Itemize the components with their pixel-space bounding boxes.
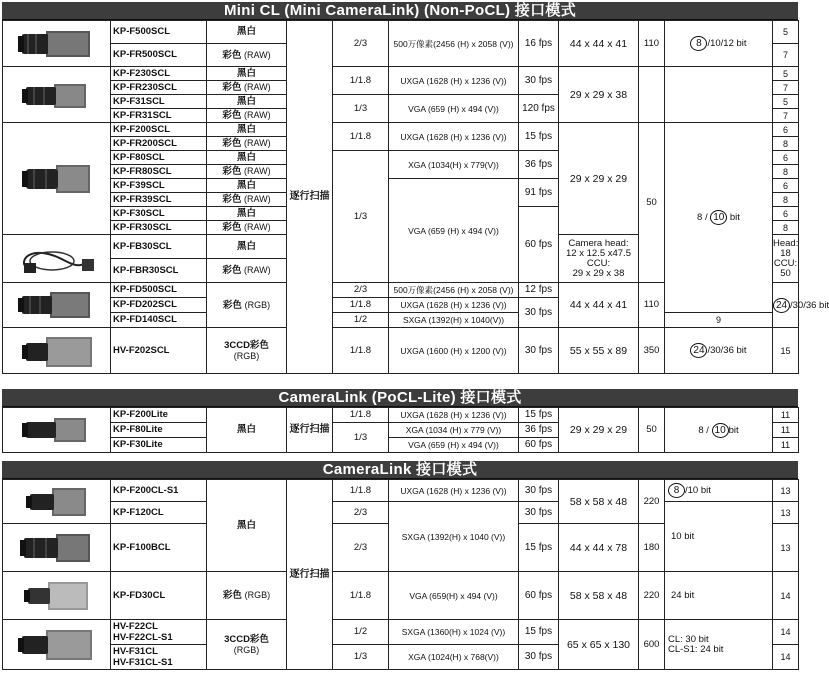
model-name: KP-FD202SCL <box>111 298 207 313</box>
color-type: 彩色 (RAW) <box>207 193 287 207</box>
model-name: KP-FB30SCL <box>111 235 207 259</box>
color-type: 黑白 <box>207 179 287 193</box>
color-type: 彩色 (RGB) <box>207 283 287 328</box>
model-name: KP-FR200SCL <box>111 137 207 151</box>
resolution: XGA (1024(H) x 768(V)) <box>389 645 519 670</box>
color-type: 彩色 (RAW) <box>207 137 287 151</box>
sensor-size: 1/1.8 <box>333 408 389 423</box>
weight: 600 <box>639 620 665 670</box>
color-type: 黑白 <box>207 67 287 81</box>
model-name: KP-F80Lite <box>111 423 207 438</box>
model-name: KP-FR39SCL <box>111 193 207 207</box>
frame-rate: 60 fps <box>519 438 559 453</box>
page-number: 6 <box>773 151 799 165</box>
resolution: VGA (659(H) x 494 (V)) <box>389 572 519 620</box>
sensor-size: 1/2 <box>333 620 389 645</box>
scan-type: 逐行扫描 <box>287 480 333 670</box>
model-name: HV-F202SCL <box>111 328 207 374</box>
bit-depth: 8 / 10 bit <box>665 408 773 453</box>
model-name: HV-F22CL HV-F22CL-S1 <box>111 620 207 645</box>
section-title: CameraLink 接口模式 <box>2 461 798 479</box>
frame-rate: 120 fps <box>519 95 559 123</box>
frame-rate: 91 fps <box>519 179 559 207</box>
resolution: UXGA (1628 (H) x 1236 (V)) <box>389 480 519 502</box>
frame-rate: 15 fps <box>519 620 559 645</box>
camera-image-kp-fb30scl <box>3 235 111 283</box>
page-number: 13 <box>773 524 799 572</box>
page-number: 11 <box>773 423 799 438</box>
model-name: KP-FR80SCL <box>111 165 207 179</box>
frame-rate: 15 fps <box>519 524 559 572</box>
model-name: KP-FR500SCL <box>111 44 207 67</box>
page-number: 11 <box>773 408 799 423</box>
model-name: KP-F30Lite <box>111 438 207 453</box>
frame-rate: 36 fps <box>519 151 559 179</box>
model-name: KP-FBR30SCL <box>111 259 207 283</box>
color-type: 黑白 <box>207 21 287 44</box>
dimensions: 44 x 44 x 41 <box>559 21 639 67</box>
resolution: 500万像素(2456 (H) x 2058 (V)) <box>389 283 519 298</box>
model-name: KP-F200CL-S1 <box>111 480 207 502</box>
dimensions: 58 x 58 x 48 <box>559 572 639 620</box>
spec-table-cameralink <box>2 479 799 670</box>
dimensions: 44 x 44 x 78 <box>559 524 639 572</box>
model-name: KP-F500SCL <box>111 21 207 44</box>
bit-depth: CL: 30 bit CL-S1: 24 bit <box>665 620 773 670</box>
color-type: 彩色 (RGB) <box>207 572 287 620</box>
dimensions-fb30: Camera head: 12 x 12.5 x47.5 CCU: 29 x 29 x 38 <box>559 235 639 283</box>
sensor-size: 1/2 <box>333 313 389 328</box>
scan-type: 逐行扫描 <box>287 21 333 374</box>
frame-rate: 15 fps <box>519 123 559 151</box>
bit-depth: 24 /30/36 bit <box>665 328 773 374</box>
resolution: SXGA (1392(H) x 1040(V)) <box>389 313 519 328</box>
weight-blank <box>639 67 665 123</box>
color-type: 黑白 <box>207 95 287 109</box>
frame-rate: 30 fps <box>519 328 559 374</box>
page-number: 7 <box>773 109 799 123</box>
camera-image-hv-f22cl <box>3 620 111 670</box>
page-number: 9 <box>665 313 773 328</box>
color-type: 3CCD彩色 (RGB) <box>207 620 287 670</box>
resolution: UXGA (1628 (H) x 1236 (V)) <box>389 408 519 423</box>
camera-image-kp-fd500scl <box>3 283 111 328</box>
page-number: 7 <box>773 44 799 67</box>
model-name: KP-F230SCL <box>111 67 207 81</box>
camera-image-kp-f200cl-s1 <box>3 480 111 524</box>
page-number: 6 <box>773 207 799 221</box>
page-number: 5 <box>773 95 799 109</box>
color-type: 黑白 <box>207 207 287 221</box>
frame-rate: 15 fps <box>519 408 559 423</box>
resolution: 500万像素(2456 (H) x 2058 (V)) <box>389 21 519 67</box>
bit-depth: 8 / 10 bit <box>665 123 773 313</box>
sensor-size: 1/1.8 <box>333 480 389 502</box>
dimensions: 29 x 29 x 38 <box>559 67 639 123</box>
color-type: 彩色 (RAW) <box>207 81 287 95</box>
frame-rate: 36 fps <box>519 423 559 438</box>
weight: 110 <box>639 21 665 67</box>
page-number: 8 <box>773 193 799 207</box>
section-cameralink <box>2 461 798 670</box>
bit-depth: 8 /10/12 bit <box>665 21 773 67</box>
model-name: KP-FR230SCL <box>111 81 207 95</box>
frame-rate: 60 fps <box>519 572 559 620</box>
section-mini-cl <box>2 2 829 374</box>
sensor-size: 1/1.8 <box>333 328 389 374</box>
frame-rate: 12 fps <box>519 283 559 298</box>
model-name: KP-F80SCL <box>111 151 207 165</box>
bit-depth: 24 /30/36 bit <box>773 283 799 328</box>
weight: 180 <box>639 524 665 572</box>
color-type: 彩色 (RAW) <box>207 44 287 67</box>
page-number: 13 <box>773 480 799 502</box>
sensor-size: 1/1.8 <box>333 298 389 313</box>
dimensions: 29 x 29 x 29 <box>559 123 639 235</box>
spec-table-pocl-lite <box>2 407 799 453</box>
color-type: 3CCD彩色 (RGB) <box>207 328 287 374</box>
color-type: 彩色 (RAW) <box>207 259 287 283</box>
model-name: KP-F39SCL <box>111 179 207 193</box>
frame-rate: 30 fps <box>519 67 559 95</box>
model-name: KP-FR30SCL <box>111 221 207 235</box>
spec-table-mini-cl <box>2 20 829 374</box>
model-name: KP-F200SCL <box>111 123 207 137</box>
frame-rate: 30 fps <box>519 298 559 328</box>
section-title: Mini CL (Mini CameraLink) (Non-PoCL) 接口模式 <box>2 2 798 20</box>
camera-image-kp-fd30cl <box>3 572 111 620</box>
color-type: 彩色 (RAW) <box>207 109 287 123</box>
resolution: UXGA (1628 (H) x 1236 (V)) <box>389 67 519 95</box>
model-name: KP-FR31SCL <box>111 109 207 123</box>
scan-type: 逐行扫描 <box>287 408 333 453</box>
color-type: 彩色 (RAW) <box>207 165 287 179</box>
page-number: 8 <box>773 165 799 179</box>
weight-fb30: Head: 18 CCU: 50 <box>773 235 799 283</box>
color-type: 黑白 <box>207 480 287 572</box>
camera-image-kp-f500scl <box>3 21 111 67</box>
dimensions: 44 x 44 x 41 <box>559 283 639 328</box>
color-type: 黑白 <box>207 151 287 165</box>
model-name: KP-FD500SCL <box>111 283 207 298</box>
model-name: KP-FD30CL <box>111 572 207 620</box>
model-name: KP-F200Lite <box>111 408 207 423</box>
sensor-size: 2/3 <box>333 283 389 298</box>
dimensions: 55 x 55 x 89 <box>559 328 639 374</box>
color-type: 彩色 (RAW) <box>207 221 287 235</box>
sensor-size: 1/3 <box>333 95 389 123</box>
page-number: 8 <box>773 221 799 235</box>
resolution: SXGA (1360(H) x 1024 (V)) <box>389 620 519 645</box>
page-number: 5 <box>773 67 799 81</box>
page-number: 6 <box>773 179 799 193</box>
weight: 110 <box>639 283 665 328</box>
sensor-size: 1/3 <box>333 645 389 670</box>
color-type: 黑白 <box>207 235 287 259</box>
bit-depth: 24 bit <box>665 572 773 620</box>
frame-rate: 30 fps <box>519 645 559 670</box>
dimensions: 29 x 29 x 29 <box>559 408 639 453</box>
weight: 350 <box>639 328 665 374</box>
resolution: VGA (659 (H) x 494 (V)) <box>389 179 519 283</box>
resolution: UXGA (1628 (H) x 1236 (V)) <box>389 298 519 313</box>
resolution: VGA (659 (H) x 494 (V)) <box>389 438 519 453</box>
weight: 50 <box>639 123 665 283</box>
resolution: VGA (659 (H) x 494 (V)) <box>389 95 519 123</box>
resolution: UXGA (1600 (H) x 1200 (V)) <box>389 328 519 374</box>
page-number: 7 <box>773 81 799 95</box>
sensor-size: 2/3 <box>333 524 389 572</box>
camera-image-kp-f100bcl <box>3 524 111 572</box>
resolution: XGA (1034 (H) x 779 (V)) <box>389 423 519 438</box>
camera-image-hv-f202scl <box>3 328 111 374</box>
page-number: 11 <box>773 438 799 453</box>
dimensions: 65 x 65 x 130 <box>559 620 639 670</box>
page-number: 14 <box>773 572 799 620</box>
sensor-size: 1/1.8 <box>333 572 389 620</box>
weight: 220 <box>639 572 665 620</box>
camera-image-kp-f230scl <box>3 67 111 123</box>
camera-image-kp-f200lite <box>3 408 111 453</box>
model-name: KP-FD140SCL <box>111 313 207 328</box>
page-number: 8 <box>773 137 799 151</box>
bit-depth: 10 bit <box>665 502 773 572</box>
bit-depth: 8 /10 bit <box>665 480 773 502</box>
resolution: UXGA (1628 (H) x 1236 (V)) <box>389 123 519 151</box>
model-name: KP-F100BCL <box>111 524 207 572</box>
page-number: 14 <box>773 620 799 645</box>
model-name: KP-F30SCL <box>111 207 207 221</box>
weight: 220 <box>639 480 665 524</box>
color-type: 黑白 <box>207 123 287 137</box>
page-number: 5 <box>773 21 799 44</box>
page-number: 14 <box>773 645 799 670</box>
section-pocl-lite <box>2 389 798 453</box>
sensor-size: 1/1.8 <box>333 123 389 151</box>
resolution: SXGA (1392(H) x 1040 (V)) <box>389 502 519 572</box>
dimensions: 58 x 58 x 48 <box>559 480 639 524</box>
sensor-size: 1/3 <box>333 151 389 283</box>
sensor-size: 1/1.8 <box>333 67 389 95</box>
page-number: 13 <box>773 502 799 524</box>
sensor-size: 1/3 <box>333 423 389 453</box>
model-name: KP-F120CL <box>111 502 207 524</box>
sensor-size: 2/3 <box>333 502 389 524</box>
model-name: HV-F31CL HV-F31CL-S1 <box>111 645 207 670</box>
sensor-size: 2/3 <box>333 21 389 67</box>
frame-rate: 30 fps <box>519 502 559 524</box>
frame-rate: 30 fps <box>519 480 559 502</box>
frame-rate: 60 fps <box>519 207 559 283</box>
page-number: 15 <box>773 328 799 374</box>
frame-rate: 16 fps <box>519 21 559 67</box>
resolution: XGA (1034(H) x 779(V)) <box>389 151 519 179</box>
section-title: CameraLink (PoCL-Lite) 接口模式 <box>2 389 798 407</box>
camera-image-kp-f200scl <box>3 123 111 235</box>
weight: 50 <box>639 408 665 453</box>
color-type: 黑白 <box>207 408 287 453</box>
page-number: 6 <box>773 123 799 137</box>
bit-depth-blank <box>665 67 773 123</box>
model-name: KP-F31SCL <box>111 95 207 109</box>
